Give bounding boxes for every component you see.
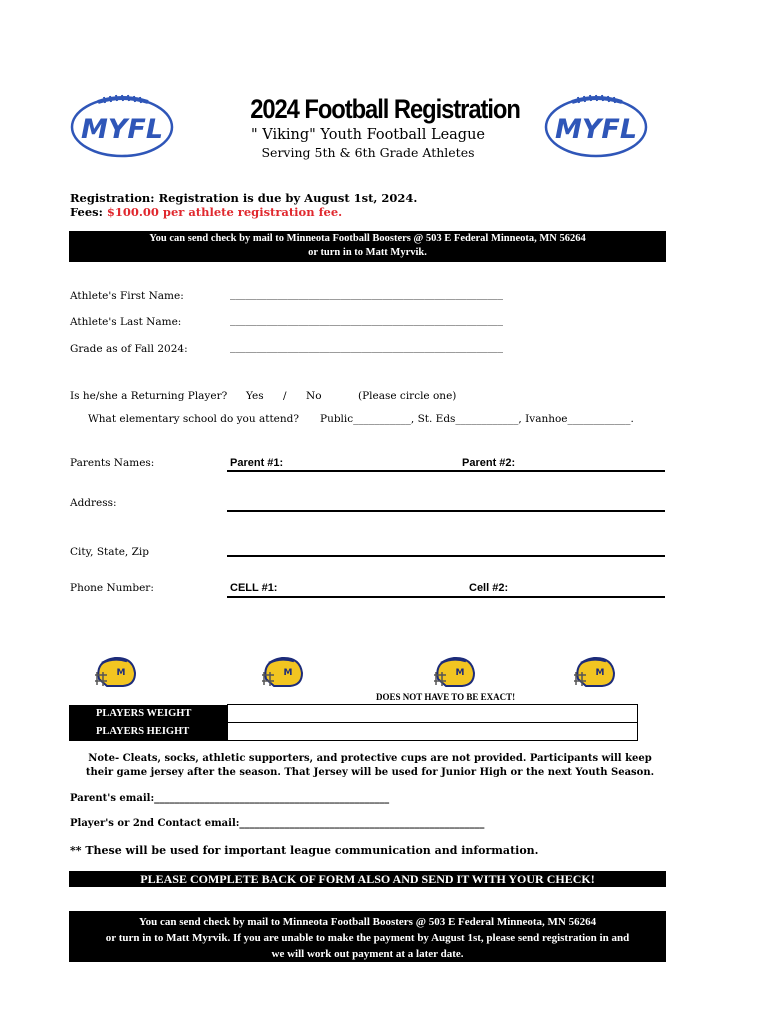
mail-notice-bottom-line2: or turn in to Matt Myrvik. If you are unable to make the payment by August 1st, please send registration in and: [105, 932, 630, 944]
football-helmet-icon: [432, 655, 476, 689]
second-contact-email-field[interactable]: Player's or 2nd Contact email:_________________________________________________: [70, 818, 485, 829]
city-line[interactable]: [227, 555, 665, 557]
returning-slash: /: [283, 390, 287, 402]
football-helmet-icon: [93, 655, 137, 689]
equipment-note-line1: Note- Cleats, socks, athletic supporters, and protective cups are not provided. Participants will keep: [88, 753, 652, 764]
parents-line[interactable]: [227, 470, 665, 472]
svg-text:M: M: [455, 668, 465, 678]
equipment-note: [70, 752, 670, 780]
svg-text:M: M: [116, 668, 126, 678]
measurements-table: [69, 704, 638, 741]
height-input[interactable]: [227, 723, 638, 741]
fees-amount: $100.00 per athlete registration fee.: [106, 205, 343, 219]
registration-due: [70, 191, 417, 205]
league-name: " Viking" Youth Football League: [250, 127, 486, 143]
weight-row: [69, 705, 638, 723]
grade-field[interactable]: ____________________________________________________: [230, 341, 503, 353]
complete-back-banner: PLEASE COMPLETE BACK OF FORM ALSO AND SEND IT WITH YOUR CHECK!: [69, 871, 666, 887]
height-label: PLAYERS HEIGHT: [69, 723, 227, 741]
svg-text:M: M: [283, 668, 293, 678]
equipment-note-line2: their game jersey after the season. That Jersey will be used for Junior High or the next Youth Season.: [85, 767, 655, 778]
page-title: 2024 Football Registration: [250, 94, 520, 124]
last-name-label: Athlete's Last Name:: [70, 316, 182, 328]
registration-label: Registration:: [70, 191, 155, 205]
phone-line[interactable]: [227, 596, 665, 598]
first-name-label: Athlete's First Name:: [70, 290, 184, 302]
returning-yes[interactable]: Yes: [246, 390, 264, 402]
weight-input[interactable]: [227, 705, 638, 723]
svg-text:M: M: [595, 668, 605, 678]
parent-email-field[interactable]: Parent's email:_______________________________________________: [70, 793, 390, 804]
returning-hint: (Please circle one): [358, 390, 457, 402]
parent2-label: Parent #2:: [462, 457, 516, 469]
fees-label: Fees:: [70, 205, 103, 219]
last-name-field[interactable]: ____________________________________________________: [230, 314, 503, 326]
first-name-field[interactable]: ____________________________________________________: [230, 288, 503, 300]
returning-no[interactable]: No: [306, 390, 322, 402]
parent1-label: Parent #1:: [230, 457, 284, 469]
measurements-note: DOES NOT HAVE TO BE EXACT!: [376, 692, 516, 702]
address-label: Address:: [70, 497, 117, 509]
weight-label: PLAYERS WEIGHT: [69, 705, 227, 723]
phone-label: Phone Number:: [70, 582, 154, 594]
school-question: What elementary school do you attend?: [88, 413, 299, 425]
school-options[interactable]: Public___________, St. Eds____________, Ivanhoe____________.: [320, 413, 634, 425]
parents-label: Parents Names:: [70, 457, 155, 469]
returning-question: Is he/she a Returning Player?: [70, 390, 228, 402]
svg-text:MYFL: MYFL: [554, 114, 638, 145]
height-row: [69, 723, 638, 741]
registration-fees: [70, 205, 342, 219]
grade-label: Grade as of Fall 2024:: [70, 343, 188, 355]
football-helmet-icon: [260, 655, 304, 689]
mail-notice-bottom-line1: You can send check by mail to Minneota Football Boosters @ 503 E Federal Minneota, MN 56264: [138, 916, 597, 928]
mail-notice-bottom: [69, 911, 666, 962]
cell1-label: CELL #1:: [230, 582, 278, 594]
important-note: ** These will be used for important league communication and information.: [70, 844, 539, 857]
mail-notice-top: [69, 231, 666, 262]
city-label: City, State, Zip: [70, 546, 149, 558]
address-line[interactable]: [227, 510, 665, 512]
serving-grades: Serving 5th & 6th Grade Athletes: [261, 145, 475, 160]
football-helmet-icon: [572, 655, 616, 689]
cell2-label: Cell #2:: [469, 582, 509, 594]
registration-due-text: Registration is due by August 1st, 2024.: [158, 191, 418, 205]
svg-text:MYFL: MYFL: [80, 114, 164, 145]
mail-notice-top-line2: or turn in to Matt Myrvik.: [308, 247, 427, 258]
mail-notice-bottom-line3: we will work out payment at a later date.: [271, 948, 464, 960]
mail-notice-top-line1: You can send check by mail to Minneota Football Boosters @ 503 E Federal Minneota, MN 56264: [149, 233, 586, 244]
